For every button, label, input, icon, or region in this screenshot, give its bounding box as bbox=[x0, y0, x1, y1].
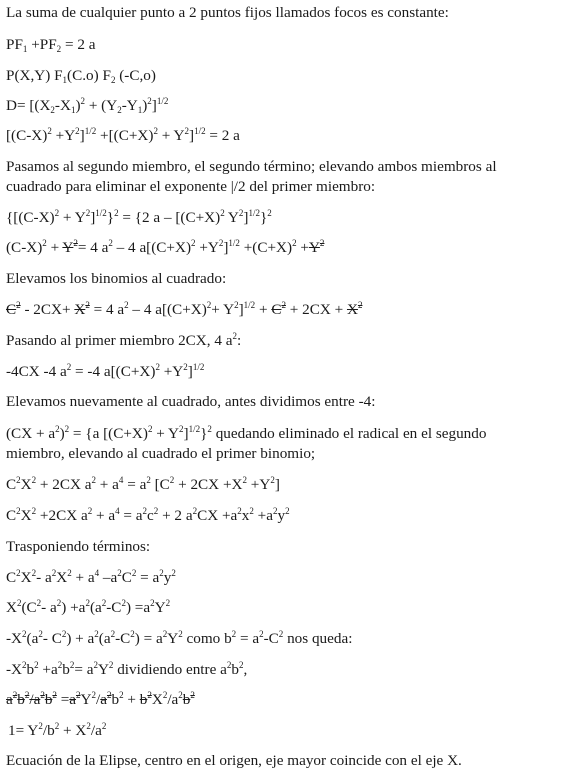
text-segment: X bbox=[56, 569, 68, 586]
text-segment: + 2CX a bbox=[36, 476, 92, 493]
superscript: 2 bbox=[55, 424, 60, 434]
superscript: 2 bbox=[69, 660, 75, 670]
text-segment: X bbox=[151, 691, 163, 708]
text-segment: Y bbox=[224, 209, 239, 226]
superscript: 2 bbox=[101, 598, 107, 608]
text-segment: Y bbox=[80, 691, 92, 708]
text-segment: b bbox=[139, 691, 148, 708]
text-segment: CX +a bbox=[197, 507, 238, 524]
equation-line bbox=[6, 127, 240, 145]
superscript: 2 bbox=[237, 506, 242, 516]
text-segment: ] bbox=[274, 476, 280, 493]
superscript: 2 bbox=[319, 238, 325, 248]
superscript: 2 bbox=[67, 568, 72, 578]
superscript: 2 bbox=[57, 660, 63, 670]
superscript: 2 bbox=[272, 506, 278, 516]
text-segment: – 4 a[(C+X) bbox=[112, 239, 192, 256]
text-segment: nos queda: bbox=[283, 630, 353, 647]
superscript: 2 bbox=[153, 506, 159, 516]
superscript: 2 bbox=[16, 300, 21, 310]
text-segment: X bbox=[74, 301, 86, 318]
text-segment: = 4 a bbox=[77, 239, 109, 256]
text-segment: + Y bbox=[59, 209, 86, 226]
superscript: 2 bbox=[169, 475, 175, 485]
text-segment: x bbox=[241, 507, 250, 524]
text-segment: + a bbox=[71, 569, 95, 586]
superscript: 4 bbox=[118, 475, 124, 485]
text-segment: + 2 a bbox=[158, 507, 193, 524]
text-segment: b bbox=[62, 661, 70, 678]
text-segment: Y bbox=[167, 630, 179, 647]
text-segment: +a bbox=[38, 661, 58, 678]
text-segment: ) =a bbox=[125, 599, 151, 616]
subscript: 1 bbox=[22, 44, 28, 54]
text-segment: = a bbox=[123, 476, 147, 493]
text-segment: + 2CX +X bbox=[174, 476, 243, 493]
subscript: 2 bbox=[110, 75, 116, 85]
superscript: 2 bbox=[36, 598, 42, 608]
text-segment: = -4 a[(C+X) bbox=[71, 363, 156, 380]
superscript: 2 bbox=[80, 96, 86, 106]
equation-line bbox=[8, 722, 106, 740]
equation-line bbox=[6, 691, 195, 709]
text-segment: + X bbox=[59, 722, 87, 739]
text-segment: (C-X) bbox=[6, 239, 43, 256]
superscript: 1/2 bbox=[248, 208, 260, 218]
text-segment: PF bbox=[6, 36, 23, 53]
superscript: 2 bbox=[64, 424, 70, 434]
text-segment: [(C-X) bbox=[6, 127, 48, 144]
superscript: 2 bbox=[231, 629, 237, 639]
equation-line bbox=[6, 425, 486, 443]
superscript: 2 bbox=[54, 208, 60, 218]
text-segment: C bbox=[6, 301, 17, 318]
superscript: 2 bbox=[40, 690, 45, 700]
text-segment: - a bbox=[36, 569, 52, 586]
text-segment: /a bbox=[29, 691, 41, 708]
superscript: 2 bbox=[22, 660, 27, 670]
text-segment: +[(C+X) bbox=[96, 127, 154, 144]
text-segment: } bbox=[200, 425, 208, 442]
text-segment: (C.o) F bbox=[67, 67, 111, 84]
superscript: 2 bbox=[153, 126, 158, 136]
text-segment: c bbox=[147, 507, 154, 524]
superscript: 4 bbox=[94, 568, 100, 578]
text-line: Elevamos los binomios al cuadrado: bbox=[6, 270, 227, 287]
superscript: 2 bbox=[285, 506, 290, 516]
text-segment: +Y bbox=[51, 127, 76, 144]
equation-line bbox=[6, 507, 290, 525]
superscript: 2 bbox=[22, 629, 27, 639]
subscript: 1 bbox=[137, 105, 143, 115]
text-segment: b bbox=[17, 691, 25, 708]
text-segment: b bbox=[182, 691, 191, 708]
text-segment: ) = a bbox=[134, 630, 163, 647]
superscript: 2 bbox=[76, 690, 81, 700]
superscript: 2 bbox=[150, 598, 155, 608]
text-segment: = 2 a bbox=[205, 127, 240, 144]
text-segment: 1= Y bbox=[8, 722, 39, 739]
text-segment: ) bbox=[59, 425, 65, 442]
text-line: Pasamos al segundo miembro, el segundo término; elevando ambos miembros al bbox=[6, 158, 497, 175]
superscript: 1/2 bbox=[188, 424, 201, 434]
text-segment: y bbox=[163, 569, 172, 586]
text-segment: + bbox=[123, 691, 140, 708]
equation-line bbox=[6, 630, 352, 648]
text-segment: (CX + a bbox=[6, 425, 56, 442]
equation-line bbox=[6, 476, 280, 494]
text-segment: +a bbox=[253, 507, 273, 524]
superscript: 1/2 bbox=[243, 300, 256, 310]
superscript: 2 bbox=[93, 660, 98, 670]
text-segment: -4CX -4 a bbox=[6, 363, 67, 380]
subscript: 2 bbox=[117, 105, 122, 115]
superscript: 2 bbox=[86, 721, 91, 731]
text-segment: X bbox=[20, 476, 32, 493]
superscript: 2 bbox=[267, 208, 272, 218]
superscript: 2 bbox=[114, 208, 119, 218]
superscript: 1/2 bbox=[84, 126, 97, 136]
superscript: 2 bbox=[178, 629, 183, 639]
text-segment: X bbox=[6, 599, 17, 616]
superscript: 2 bbox=[12, 690, 18, 700]
superscript: 2 bbox=[108, 238, 113, 248]
superscript: 2 bbox=[242, 475, 247, 485]
text-segment: = a bbox=[136, 569, 160, 586]
superscript: 2 bbox=[130, 629, 135, 639]
text-segment: -X bbox=[6, 630, 23, 647]
text-segment: + Y bbox=[211, 301, 235, 318]
text-line: cuadrado para eliminar el exponente |/2 del primer miembro: bbox=[6, 178, 376, 195]
text-segment: +2CX a bbox=[36, 507, 88, 524]
text-segment: [C bbox=[150, 476, 170, 493]
text-segment: +Y bbox=[159, 363, 184, 380]
superscript: 2 bbox=[34, 660, 39, 670]
text-segment: ] bbox=[90, 209, 96, 226]
text-segment: ] bbox=[79, 127, 85, 144]
text-segment: = a bbox=[74, 661, 94, 678]
superscript: 2 bbox=[162, 629, 168, 639]
superscript: 1/2 bbox=[192, 362, 205, 372]
superscript: 2 bbox=[155, 362, 160, 372]
superscript: 2 bbox=[16, 598, 22, 608]
text-segment: ] bbox=[223, 239, 229, 256]
text-segment: /a bbox=[167, 691, 179, 708]
superscript: 2 bbox=[220, 208, 225, 218]
superscript: 2 bbox=[91, 475, 96, 485]
superscript: 2 bbox=[218, 238, 224, 248]
text-segment: -X bbox=[54, 97, 71, 114]
text-segment: = bbox=[56, 691, 70, 708]
text-segment: ] bbox=[151, 97, 157, 114]
superscript: 2 bbox=[121, 598, 126, 608]
superscript: 2 bbox=[159, 568, 164, 578]
superscript: 2 bbox=[108, 660, 114, 670]
text-segment: +Y bbox=[195, 239, 219, 256]
subscript: 2 bbox=[50, 105, 55, 115]
text-segment: + a bbox=[92, 507, 116, 524]
superscript: 2 bbox=[238, 660, 244, 670]
superscript: 4 bbox=[115, 506, 120, 516]
text-segment: Y bbox=[308, 239, 320, 256]
superscript: 2 bbox=[56, 598, 62, 608]
superscript: 2 bbox=[178, 690, 183, 700]
superscript: 2 bbox=[119, 690, 124, 700]
text-segment: -X bbox=[6, 661, 23, 678]
superscript: 2 bbox=[232, 331, 237, 341]
text-segment: X bbox=[20, 569, 32, 586]
superscript: 2 bbox=[31, 506, 37, 516]
text-segment: dividiendo entre a bbox=[113, 661, 227, 678]
text-segment: -Y bbox=[121, 97, 138, 114]
superscript: 2 bbox=[106, 690, 112, 700]
text-segment: + a bbox=[96, 476, 119, 493]
superscript: 2 bbox=[38, 629, 43, 639]
superscript: 2 bbox=[131, 568, 137, 578]
text-segment: a bbox=[6, 691, 13, 708]
text-segment: /a bbox=[90, 722, 102, 739]
superscript: 2 bbox=[357, 300, 363, 310]
text-segment: (a bbox=[89, 599, 102, 616]
superscript: 2 bbox=[146, 475, 151, 485]
text-segment: +(C+X) bbox=[239, 239, 293, 256]
text-segment: +Y bbox=[246, 476, 271, 493]
superscript: 2 bbox=[94, 629, 99, 639]
text-segment: b bbox=[231, 661, 239, 678]
superscript: 2 bbox=[42, 238, 47, 248]
text-segment: C bbox=[6, 476, 17, 493]
text-segment: ) bbox=[142, 97, 148, 114]
text-segment: + bbox=[296, 239, 309, 256]
text-segment: +PF bbox=[27, 36, 57, 53]
superscript: 2 bbox=[190, 690, 195, 700]
text-segment: (a bbox=[98, 630, 111, 647]
text-segment: - 2CX+ bbox=[20, 301, 75, 318]
superscript: 2 bbox=[87, 506, 93, 516]
superscript: 2 bbox=[147, 690, 152, 700]
superscript: 2 bbox=[117, 568, 122, 578]
text-segment: - a bbox=[41, 599, 57, 616]
superscript: 2 bbox=[124, 300, 129, 310]
text-segment: + Y bbox=[152, 425, 180, 442]
text-segment: P(X,Y) F bbox=[6, 67, 63, 84]
subscript: 2 bbox=[56, 44, 62, 54]
text-segment: / bbox=[96, 691, 101, 708]
superscript: 2 bbox=[85, 598, 90, 608]
superscript: 2 bbox=[61, 629, 67, 639]
text-segment: (a bbox=[26, 630, 39, 647]
text-line: Elevamos nuevamente al cuadrado, antes dividimos entre -4: bbox=[6, 393, 376, 410]
text-segment: Pasando al primer miembro 2CX, 4 a bbox=[6, 332, 233, 349]
superscript: 2 bbox=[249, 506, 254, 516]
equation-line bbox=[6, 67, 156, 85]
superscript: 2 bbox=[16, 568, 21, 578]
superscript: 2 bbox=[259, 629, 264, 639]
text-segment: } bbox=[106, 209, 115, 226]
equation-line bbox=[6, 569, 176, 587]
text-segment: ) + a bbox=[66, 630, 95, 647]
superscript: 1/2 bbox=[156, 96, 169, 106]
superscript: 2 bbox=[75, 126, 80, 136]
text-segment: como b bbox=[182, 630, 232, 647]
superscript: 2 bbox=[278, 629, 284, 639]
text-segment: (C bbox=[21, 599, 37, 616]
text-segment: {[(C-X) bbox=[6, 209, 55, 226]
text-segment: = 2 a bbox=[61, 36, 96, 53]
text-segment: : bbox=[237, 332, 242, 349]
superscript: 2 bbox=[66, 362, 72, 372]
text-segment: + bbox=[255, 301, 272, 318]
subscript: 1 bbox=[62, 75, 68, 85]
superscript: 2 bbox=[191, 238, 196, 248]
equation-line bbox=[6, 301, 362, 319]
superscript: 2 bbox=[31, 568, 37, 578]
text-segment: D= [(X bbox=[6, 97, 51, 114]
equation-line bbox=[6, 661, 247, 679]
text-segment: C bbox=[6, 569, 17, 586]
superscript: 2 bbox=[51, 568, 57, 578]
text-segment: } bbox=[259, 209, 268, 226]
superscript: 2 bbox=[179, 424, 184, 434]
superscript: 2 bbox=[192, 506, 198, 516]
text-segment: = {a [(C+X) bbox=[69, 425, 148, 442]
equation-line bbox=[6, 363, 204, 381]
superscript: 2 bbox=[292, 238, 297, 248]
text-segment: –a bbox=[99, 569, 118, 586]
equation-line bbox=[6, 97, 168, 115]
superscript: 2 bbox=[16, 475, 21, 485]
text-segment: Y bbox=[62, 239, 74, 256]
text-segment: quedando eliminado el radical en el segundo bbox=[211, 425, 487, 442]
superscript: 2 bbox=[147, 96, 152, 106]
text-segment: - C bbox=[42, 630, 62, 647]
superscript: 1/2 bbox=[95, 208, 107, 218]
text-segment: ] bbox=[243, 209, 249, 226]
subscript: 1 bbox=[70, 105, 76, 115]
equation-line bbox=[6, 36, 95, 54]
superscript: 2 bbox=[24, 690, 30, 700]
superscript: 1/2 bbox=[194, 126, 206, 136]
text-segment: a bbox=[100, 691, 107, 708]
equation-line bbox=[6, 239, 324, 257]
superscript: 2 bbox=[162, 690, 168, 700]
superscript: 2 bbox=[38, 721, 43, 731]
superscript: 2 bbox=[110, 629, 116, 639]
text-segment: Y bbox=[154, 599, 166, 616]
text-segment: C bbox=[271, 301, 282, 318]
text-segment: + bbox=[46, 239, 63, 256]
text-segment: a bbox=[69, 691, 77, 708]
text-segment: ) bbox=[75, 97, 81, 114]
text-segment: /b bbox=[42, 722, 55, 739]
superscript: 2 bbox=[73, 238, 78, 248]
text-segment: ] bbox=[238, 301, 244, 318]
superscript: 2 bbox=[234, 300, 239, 310]
superscript: 2 bbox=[238, 208, 244, 218]
text-segment: ] bbox=[187, 363, 193, 380]
text-segment: C bbox=[121, 569, 132, 586]
superscript: 2 bbox=[184, 126, 190, 136]
text-segment: X bbox=[346, 301, 358, 318]
text-segment: = 4 a bbox=[89, 301, 125, 318]
superscript: 2 bbox=[183, 362, 188, 372]
text-segment: b bbox=[44, 691, 53, 708]
text-segment: -C bbox=[115, 630, 131, 647]
line-conclusion: Ecuación de la Elipse, centro en el origen, eje mayor coincide con el eje X. bbox=[6, 752, 462, 769]
superscript: 2 bbox=[281, 300, 286, 310]
text-segment: = a bbox=[236, 630, 260, 647]
text-segment: C bbox=[6, 507, 17, 524]
superscript: 2 bbox=[91, 690, 96, 700]
superscript: 2 bbox=[206, 300, 212, 310]
superscript: 2 bbox=[171, 568, 176, 578]
text-segment: ] bbox=[183, 425, 189, 442]
text-segment: -C bbox=[263, 630, 279, 647]
text-segment: (-C,o) bbox=[115, 67, 156, 84]
superscript: 2 bbox=[147, 424, 153, 434]
superscript: 2 bbox=[52, 690, 57, 700]
superscript: 2 bbox=[85, 208, 91, 218]
text-line: Trasponiendo términos: bbox=[6, 538, 151, 555]
text-segment: Y bbox=[97, 661, 109, 678]
text-segment: + Y bbox=[157, 127, 185, 144]
superscript: 2 bbox=[16, 506, 21, 516]
text-segment: , bbox=[243, 661, 248, 678]
superscript: 2 bbox=[101, 721, 107, 731]
superscript: 2 bbox=[31, 475, 37, 485]
line-intro: La suma de cualquier punto a 2 puntos fijos llamados focos es constante: bbox=[6, 4, 449, 21]
equation-line bbox=[6, 599, 170, 617]
text-segment: = {2 a – [(C+X) bbox=[118, 209, 221, 226]
text-segment: + 2CX + bbox=[285, 301, 347, 318]
superscript: 2 bbox=[142, 506, 148, 516]
text-segment: + (Y bbox=[85, 97, 118, 114]
text-segment: X bbox=[20, 507, 32, 524]
text-line: miembro, elevando al cuadrado el primer binomio; bbox=[6, 445, 316, 462]
superscript: 2 bbox=[85, 300, 90, 310]
text-segment: b bbox=[111, 691, 120, 708]
superscript: 2 bbox=[54, 721, 60, 731]
text-segment: – 4 a[(C+X) bbox=[128, 301, 207, 318]
superscript: 2 bbox=[226, 660, 232, 670]
superscript: 2 bbox=[270, 475, 275, 485]
text-segment: -C bbox=[106, 599, 122, 616]
text-segment: y bbox=[277, 507, 286, 524]
text-segment: b bbox=[26, 661, 35, 678]
superscript: 2 bbox=[165, 598, 171, 608]
text-segment: = a bbox=[119, 507, 143, 524]
superscript: 2 bbox=[47, 126, 52, 136]
superscript: 1/2 bbox=[228, 238, 240, 248]
text-segment: ] bbox=[189, 127, 195, 144]
text-line bbox=[6, 332, 241, 350]
superscript: 2 bbox=[207, 424, 212, 434]
text-segment: ) +a bbox=[61, 599, 86, 616]
equation-line bbox=[6, 209, 272, 227]
